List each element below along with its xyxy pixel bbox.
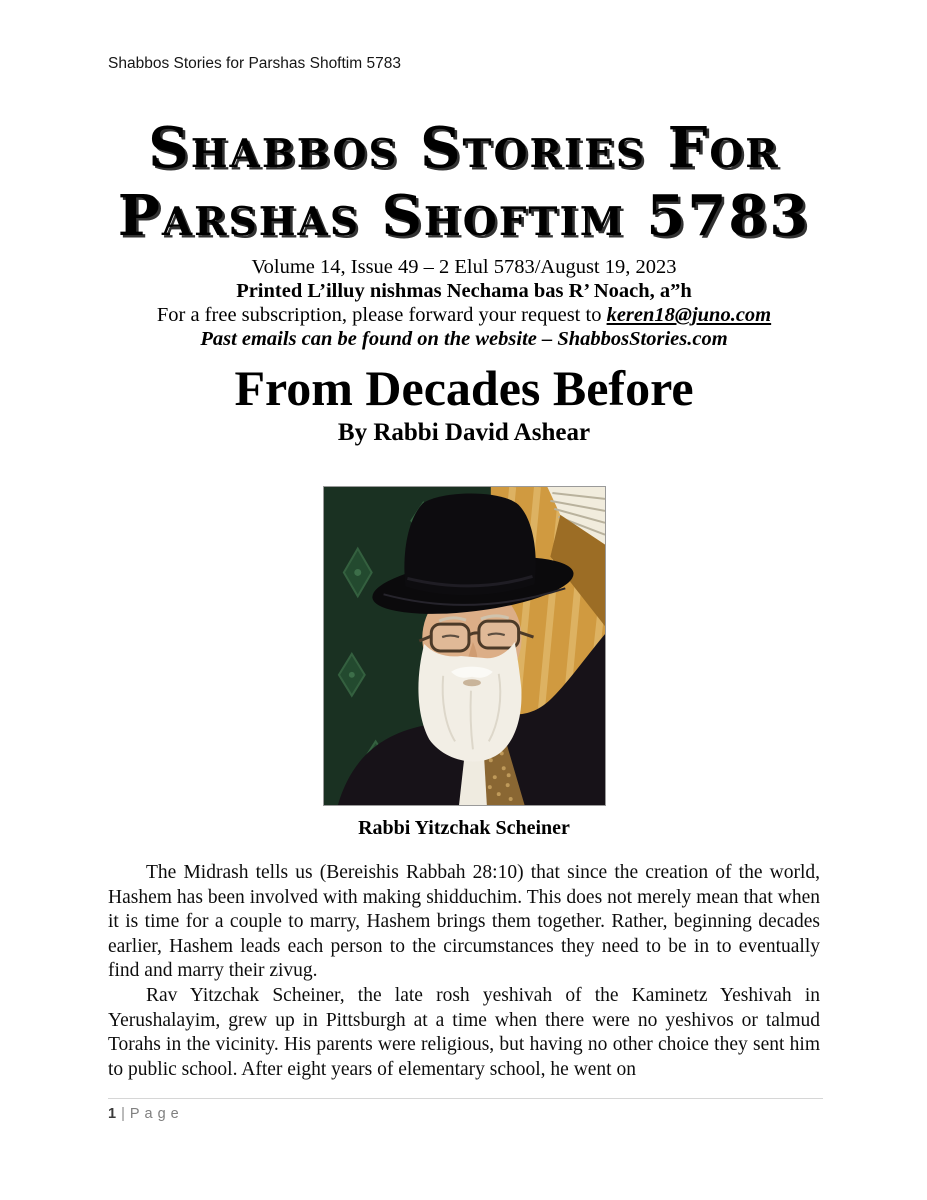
subscription-text: For a free subscription, please forward your request to: [156, 304, 607, 326]
newsletter-title-line1: Shabbos Stories For: [148, 115, 780, 181]
subscription-email-link[interactable]: keren18@juno.com: [606, 304, 772, 326]
article: [108, 360, 820, 1082]
rabbi-portrait-illustration: [324, 487, 605, 805]
article-title: From Decades Before: [234, 360, 694, 416]
subscription-line: [108, 303, 820, 327]
paragraph-2: Rav Yitzchak Scheiner, the late rosh yeshivah of the Kaminetz Yeshivah in Yerushalayim, grew up in Pittsburgh at a time when there were no yeshivos or talmud Torahs in the vicinity. His parents were religious, but having no other choice they sent him to public school. After eight years of elementary school, he went on: [108, 984, 820, 1080]
paragraph-1: The Midrash tells us (Bereishis Rabbah 28:10) that since the creation of the world, Hashem has been involved with making shidduchim. This does not merely mean that when it is time for a couple to marry, Hashem brings them together. Rather, beginning decades earlier, Hashem leads each person to the circumstances they need to be in to eventually find and marry their zivug.: [108, 862, 820, 982]
footer-label: Page: [129, 1106, 184, 1122]
footer-separator: |: [121, 1106, 125, 1122]
running-header-text: Shabbos Stories for Parshas Shoftim 5783: [108, 55, 401, 72]
rabbi-portrait-photo: [323, 486, 606, 806]
photo-caption: Rabbi Yitzchak Scheiner: [358, 817, 570, 839]
page-number: 1: [108, 1106, 117, 1122]
newsletter-title: [108, 114, 820, 250]
masthead: [108, 0, 820, 351]
article-body: [108, 861, 820, 1082]
page-footer: [108, 1106, 184, 1122]
dedication-line: Printed L’illuy nishmas Nechama bas R’ Noach, a”h: [236, 280, 692, 302]
page-content: [108, 0, 820, 1082]
mouth: [463, 679, 481, 686]
photo-figure: [108, 486, 820, 841]
issue-info: Volume 14, Issue 49 – 2 Elul 5783/August 19, 2023: [251, 256, 677, 278]
footer-divider: [108, 1098, 823, 1099]
past-emails-note: Past emails can be found on the website – ShabbosStories.com: [200, 328, 728, 350]
article-byline: By Rabbi David Ashear: [337, 419, 591, 446]
newsletter-title-line2: Parshas Shoftim 5783: [117, 183, 811, 249]
